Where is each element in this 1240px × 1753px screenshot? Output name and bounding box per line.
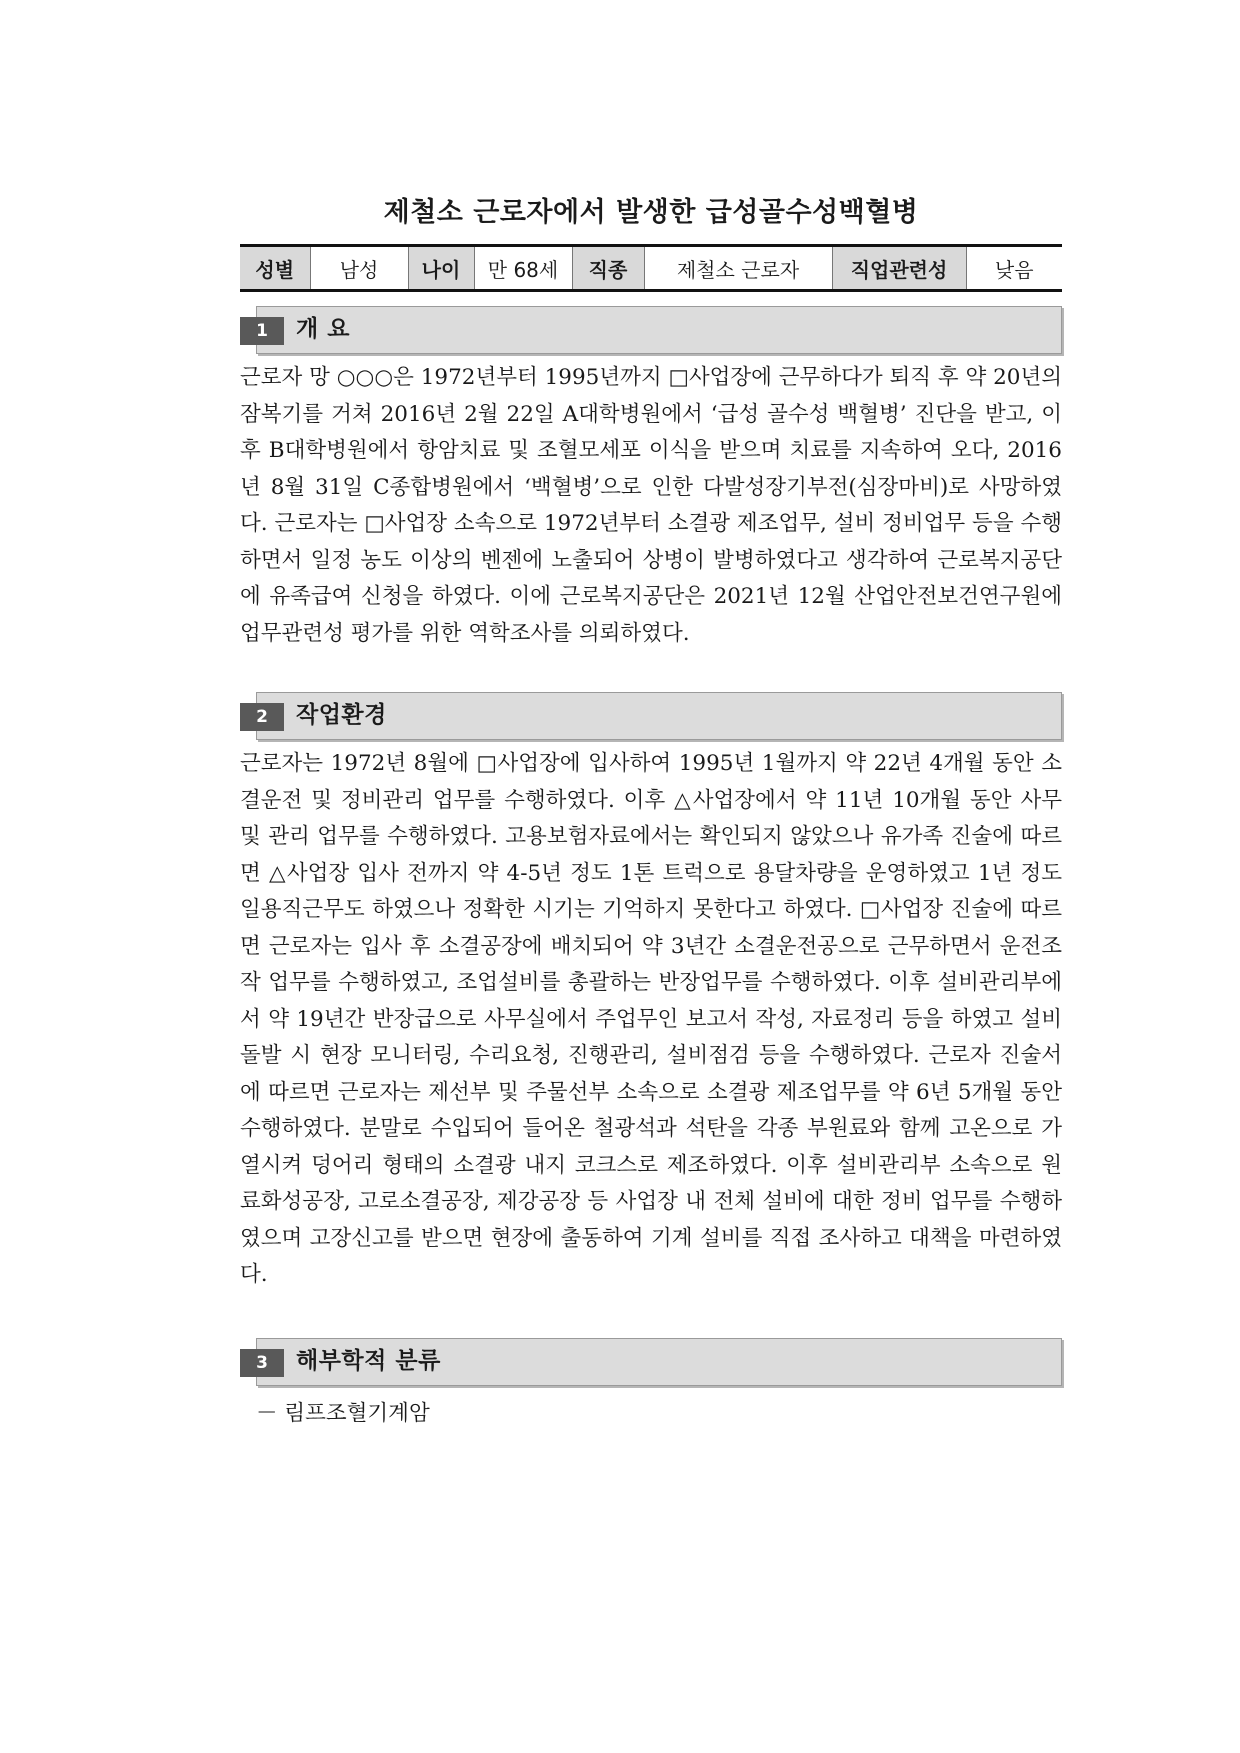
document-page bbox=[240, 190, 1062, 1432]
section-number-badge: 1 bbox=[240, 317, 284, 345]
case-info-table bbox=[240, 244, 1062, 292]
relevance-label: 직업관련성 bbox=[832, 246, 966, 291]
document-title: 제철소 근로자에서 발생한 급성골수성백혈병 bbox=[383, 197, 919, 228]
section-work-environment-body: 근로자는 1972년 8월에 □사업장에 입사하여 1995년 1월까지 약 22년 4개월 동안 소결운전 및 정비관리 업무를 수행하였다. 이후 △사업장에서 약 11년 10개월 동안 사무 및 관리 업무를 수행하였다. 고용보험자료에서는 확인되지 않았으나 유가족 진술에 따르면 △사업장 입사 전까지 약 4-5년 정도 1톤 트럭으로 용달차량을 운영하였고 1년 정도 일용직근무도 하였으나 정확한 시기는 기억하지 못한다고 하였다. □사업장 진술에 따르면 근로자는 입사 후 소결공장에 배치되어 약 3년간 소결운전공으로 근무하면서 운전조작 업무를 수행하였고, 조업설비를 총괄하는 반장업무를 수행하였다. 이후 설비관리부에서 약 19년간 반장급으로 사무실에서 주업무인 보고서 작성, 자료정리 등을 하였고 설비 돌발 시 현장 모니터링, 수리요청, 진행관리, 설비점검 등을 수행하였다. 근로자 진술서에 따르면 근로자는 제선부 및 주물선부 소속으로 소결광 제조업무를 약 6년 5개월 동안 수행하였다. 분말로 수입되어 들어온 철광석과 석탄을 각종 부원료와 함께 고온으로 가열시켜 덩어리 형태의 소결광 내지 코크스로 제조하였다. 이후 설비관리부 소속으로 원료화성공장, 고로소결공장, 제강공장 등 사업장 내 전체 설비에 대한 정비 업무를 수행하였으며 고장신고를 받으면 현장에 출동하여 기계 설비를 직접 조사하고 대책을 마련하였다. bbox=[240, 751, 1062, 1287]
relevance-value: 낮음 bbox=[966, 246, 1062, 291]
age-value: 만 68세 bbox=[474, 246, 572, 291]
sex-label: 성별 bbox=[240, 246, 310, 291]
section-header-bar bbox=[256, 306, 1062, 354]
case-info-row bbox=[240, 246, 1062, 291]
job-value: 제철소 근로자 bbox=[644, 246, 832, 291]
section-number-badge: 3 bbox=[240, 1349, 284, 1377]
age-label: 나이 bbox=[408, 246, 474, 291]
classification-item: － 림프조혈기계암 bbox=[256, 1400, 430, 1426]
job-label: 직종 bbox=[572, 246, 644, 291]
section-number-badge: 2 bbox=[240, 703, 284, 731]
section-title: 개 요 bbox=[296, 316, 350, 342]
section-overview-body: 근로자 망 ○○○은 1972년부터 1995년까지 □사업장에 근무하다가 퇴직 후 약 20년의 잠복기를 거쳐 2016년 2월 22일 A대학병원에서 ‘급성 골수성 백혈병’ 진단을 받고, 이후 B대학병원에서 항암치료 및 조혈모세포 이식을 받으며 치료를 지속하여 오다, 2016년 8월 31일 C종합병원에서 ‘백혈병’으로 인한 다발성장기부전(심장마비)로 사망하였다. 근로자는 □사업장 소속으로 1972년부터 소결광 제조업무, 설비 정비업무 등을 수행하면서 일정 농도 이상의 벤젠에 노출되어 상병이 발병하였다고 생각하여 근로복지공단에 유족급여 신청을 하였다. 이에 근로복지공단은 2021년 12월 산업안전보건연구원에 업무관련성 평가를 위한 역학조사를 의뢰하였다. bbox=[240, 365, 1062, 646]
section-anatomical-classification-header bbox=[240, 1338, 1062, 1386]
section-overview-header bbox=[240, 306, 1062, 354]
section-title: 작업환경 bbox=[296, 702, 387, 728]
section-work-environment-header bbox=[240, 692, 1062, 740]
section-title: 해부학적 분류 bbox=[296, 1347, 441, 1374]
sex-value: 남성 bbox=[310, 246, 408, 291]
